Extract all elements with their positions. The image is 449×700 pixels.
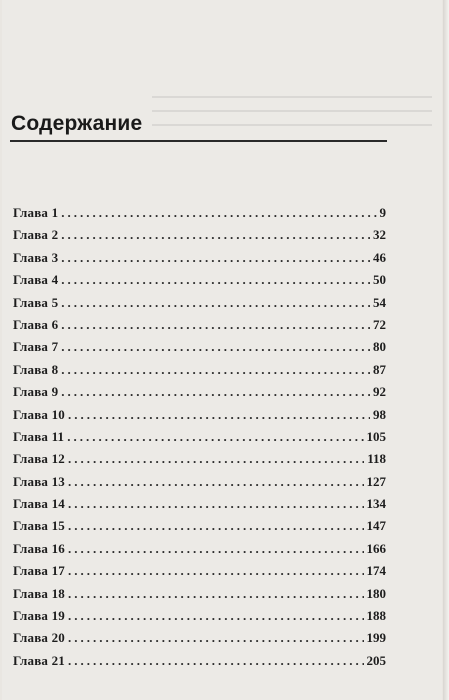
dot-leader [61, 269, 370, 291]
dot-leader [61, 224, 370, 246]
toc-entry [13, 538, 386, 560]
page-number: 174 [366, 563, 386, 579]
dot-leader [68, 538, 364, 560]
page-number: 134 [366, 496, 386, 512]
chapter-label: Глава 21 [13, 652, 65, 668]
chapter-label: Глава 8 [13, 361, 59, 377]
page-number: 188 [366, 608, 386, 624]
dot-leader [61, 381, 370, 403]
page-title: Содержание [11, 112, 143, 135]
dot-leader [68, 650, 364, 672]
toc-entry [13, 269, 386, 291]
chapter-label: Глава 13 [13, 473, 65, 489]
chapter-label: Глава 5 [13, 294, 59, 310]
dot-leader [61, 314, 370, 336]
toc-entry [13, 247, 386, 269]
dot-leader [68, 448, 364, 470]
page-number: 205 [366, 652, 386, 668]
page-number: 92 [373, 384, 386, 400]
page-edge [443, 0, 449, 700]
chapter-label: Глава 6 [13, 316, 59, 332]
table-of-contents [13, 202, 386, 672]
dot-leader [68, 627, 364, 649]
chapter-label: Глава 14 [13, 496, 65, 512]
dot-leader [68, 515, 364, 537]
toc-entry [13, 627, 386, 649]
chapter-label: Глава 3 [13, 249, 59, 265]
page-number: 105 [366, 428, 386, 444]
toc-entry [13, 381, 386, 403]
toc-entry [13, 202, 386, 224]
page-number: 32 [373, 227, 386, 243]
toc-entry [13, 605, 386, 627]
title-rule [10, 140, 387, 142]
toc-entry [13, 560, 386, 582]
toc-entry [13, 336, 386, 358]
toc-entry [13, 650, 386, 672]
chapter-label: Глава 19 [13, 608, 65, 624]
page-number: 54 [373, 294, 386, 310]
toc-entry [13, 404, 386, 426]
book-page [2, 0, 442, 700]
toc-entry [13, 292, 386, 314]
dot-leader [68, 471, 364, 493]
page-number: 50 [373, 272, 386, 288]
chapter-label: Глава 17 [13, 563, 65, 579]
dot-leader [68, 583, 364, 605]
toc-entry [13, 224, 386, 246]
page-number: 180 [366, 585, 386, 601]
page-number: 166 [366, 540, 386, 556]
page-number: 199 [366, 630, 386, 646]
page-number: 98 [373, 406, 386, 422]
chapter-label: Глава 12 [13, 451, 65, 467]
dot-leader [68, 493, 364, 515]
dot-leader [68, 605, 364, 627]
toc-entry [13, 426, 386, 448]
dot-leader [67, 426, 363, 448]
chapter-label: Глава 15 [13, 518, 65, 534]
page-number: 72 [373, 316, 386, 332]
dot-leader [61, 247, 370, 269]
chapter-label: Глава 1 [13, 205, 59, 220]
bleed-through-text [152, 96, 432, 136]
chapter-label: Глава 9 [13, 384, 59, 400]
dot-leader [61, 292, 370, 314]
page-number: 87 [373, 361, 386, 377]
chapter-label: Глава 2 [13, 227, 59, 243]
toc-entry [13, 448, 386, 470]
dot-leader [68, 404, 370, 426]
dot-leader [61, 359, 370, 381]
chapter-label: Глава 20 [13, 630, 65, 646]
toc-entry [13, 493, 386, 515]
page-number: 80 [373, 339, 386, 355]
toc-entry [13, 583, 386, 605]
chapter-label: Глава 18 [13, 585, 65, 601]
toc-entry [13, 314, 386, 336]
toc-entry [13, 359, 386, 381]
dot-leader [61, 202, 376, 224]
page-number: 118 [367, 451, 386, 467]
chapter-label: Глава 10 [13, 406, 65, 422]
chapter-label: Глава 4 [13, 272, 59, 288]
toc-entry [13, 515, 386, 537]
page-number: 46 [373, 249, 386, 265]
toc-entry [13, 471, 386, 493]
page-number: 127 [366, 473, 386, 489]
dot-leader [68, 560, 364, 582]
dot-leader [61, 336, 370, 358]
chapter-label: Глава 11 [13, 428, 65, 444]
page-number: 9 [379, 205, 386, 220]
chapter-label: Глава 7 [13, 339, 59, 355]
chapter-label: Глава 16 [13, 540, 65, 556]
page-number: 147 [366, 518, 386, 534]
